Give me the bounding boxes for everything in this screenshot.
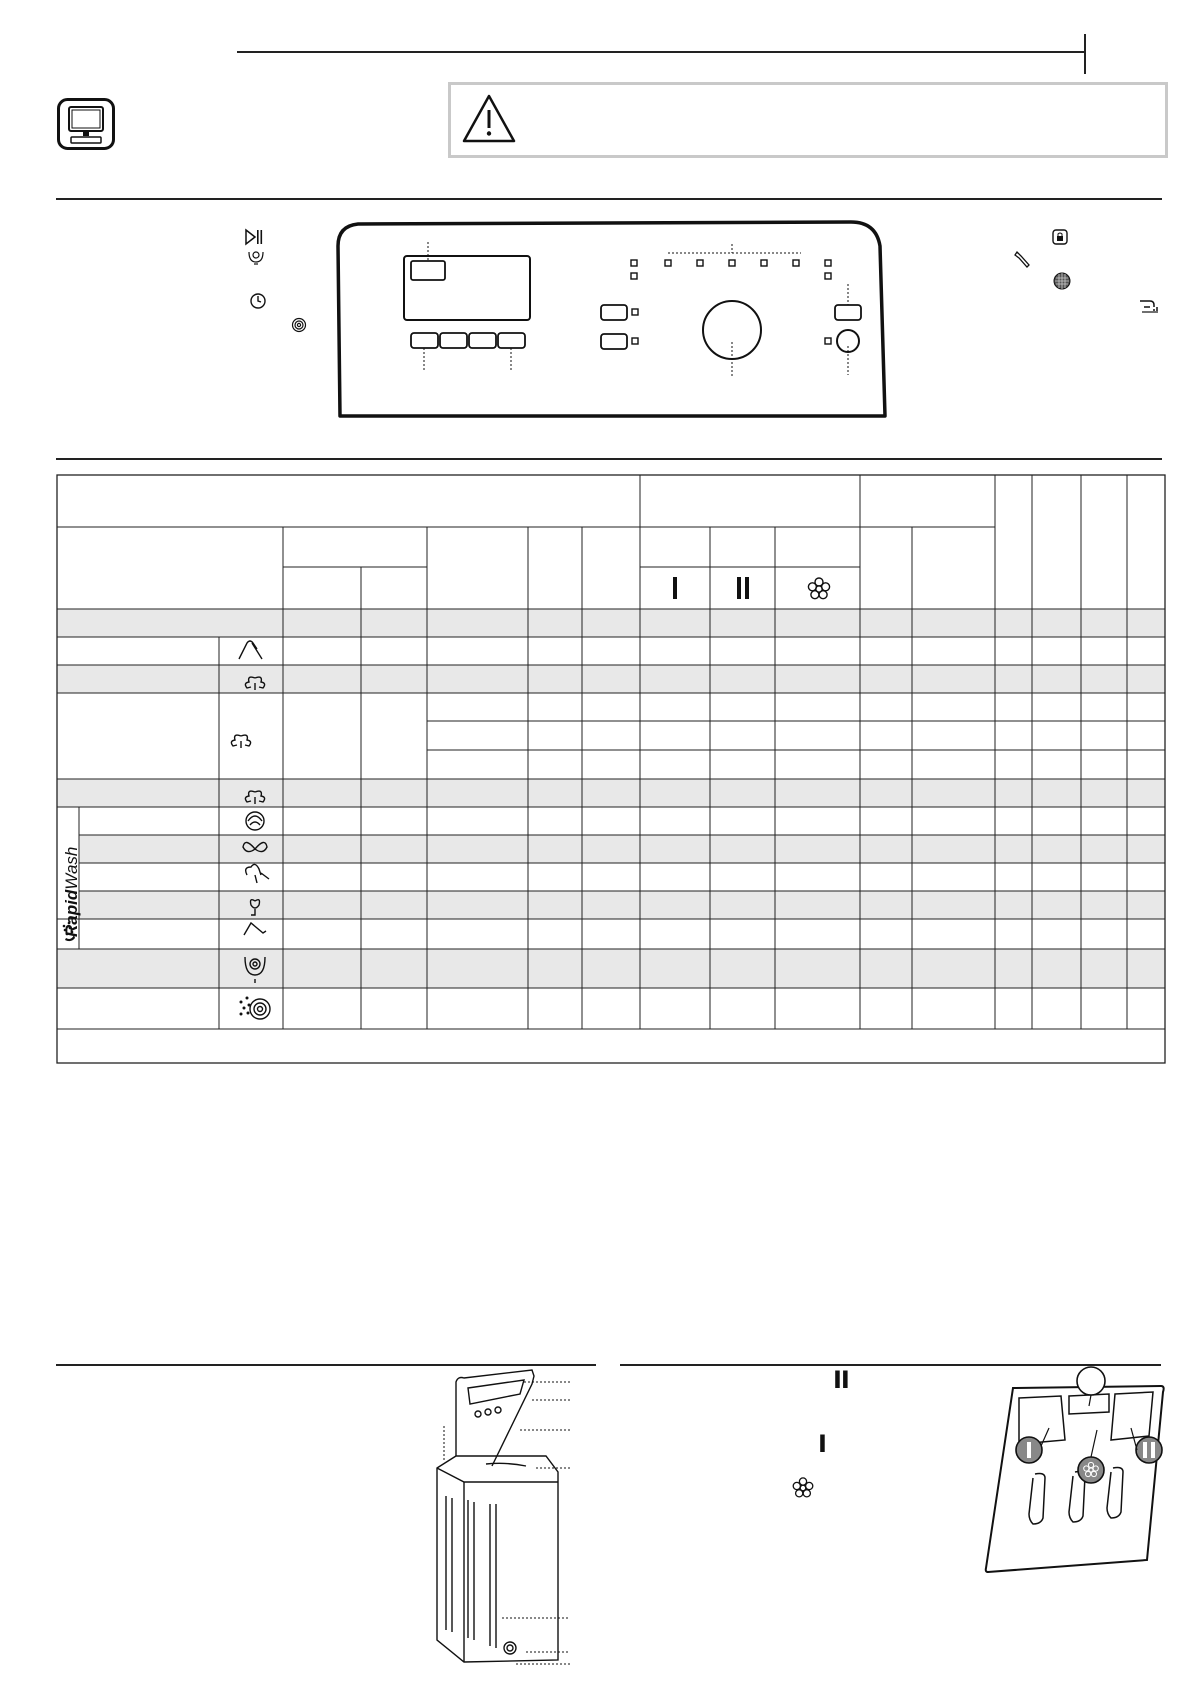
section-rule-bl	[56, 1364, 596, 1366]
lock-icon	[1052, 229, 1068, 245]
flower-icon	[791, 1476, 815, 1500]
rinse-hold-icon	[247, 248, 265, 266]
spin-icon	[291, 317, 307, 333]
compartment-I-label: I	[818, 1430, 827, 1458]
header-rule-tick	[1084, 34, 1086, 74]
delay-start-icon	[249, 292, 267, 310]
rapidwash-rapid: Rapid	[62, 889, 81, 937]
start-pause-icon	[245, 229, 263, 245]
compartment-II-label: II	[833, 1366, 849, 1394]
section-rule-1	[56, 198, 1162, 200]
detergent-drawer-illustration	[985, 1368, 1165, 1580]
section-rule-2	[56, 458, 1162, 460]
drain-icon	[1138, 297, 1160, 315]
programme-table	[57, 475, 1165, 1063]
service-wrench-icon	[1014, 250, 1032, 268]
rapidwash-label	[62, 847, 82, 937]
header-rule	[237, 51, 1085, 53]
filter-icon	[1053, 272, 1071, 290]
rapidwash-wash: Wash	[62, 846, 81, 890]
monitor-icon	[57, 98, 115, 150]
warning-box	[448, 82, 1168, 158]
section-rule-br	[620, 1364, 1161, 1366]
control-panel-diagram	[336, 218, 888, 418]
warning-triangle-icon	[461, 93, 517, 145]
washing-machine-illustration	[436, 1370, 570, 1665]
